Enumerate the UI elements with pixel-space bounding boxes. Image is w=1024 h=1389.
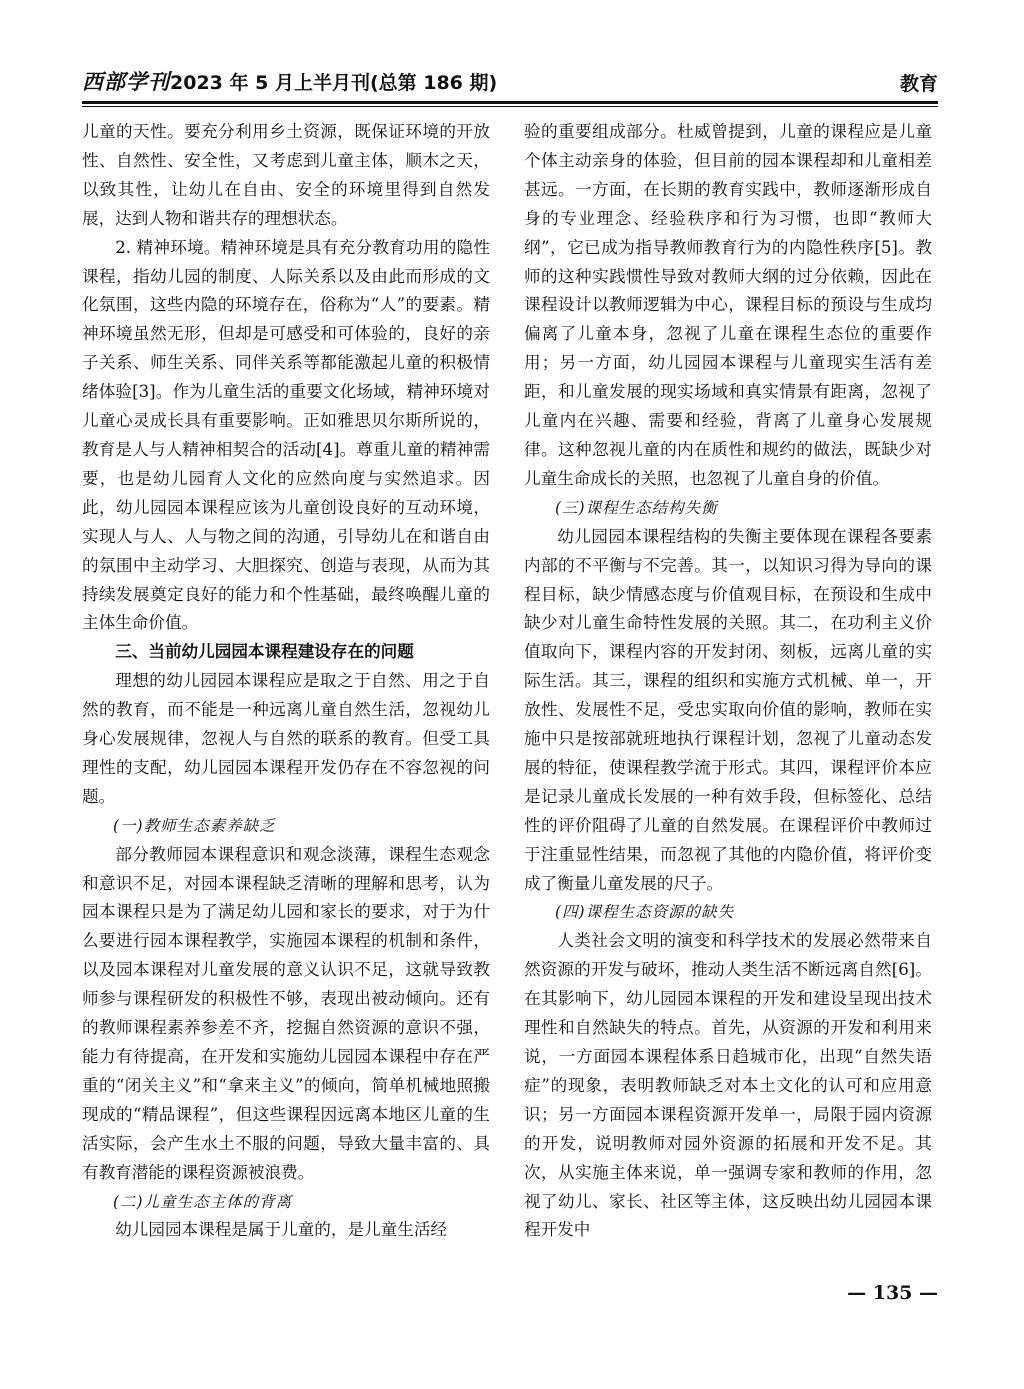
- subsection-heading: (一)教师生态素养缺乏: [113, 816, 276, 835]
- subsection-heading: (二)儿童生态主体的背离: [113, 1192, 293, 1211]
- paragraph: 幼儿园园本课程是属于儿童的，是儿童生活经: [115, 1220, 448, 1240]
- right-column: [524, 118, 932, 1268]
- paragraph: 儿童的天性。要充分利用乡土资源，既保证环境的开放性、自然性、安全性，又考虑到儿童主体，顺木之天，以致其性，让幼儿在自由、安全的环境里得到自然发展，达到人物和谐共存的理想状态。: [82, 122, 490, 228]
- paragraph: 理想的幼儿园园本课程应是取之于自然、用之于自然的教育，而不能是一种远离儿童自然生活，忽视幼儿身心发展规律，忽视人与自然的联系的教育。但受工具理性的支配，幼儿园园本课程开发仍存在不容忽视的问题。: [82, 671, 490, 806]
- section-heading: 三、当前幼儿园园本课程建设存在的问题: [115, 642, 414, 662]
- left-column: [82, 118, 490, 1268]
- paragraph: 验的重要组成部分。杜威曾提到，儿童的课程应是儿童个体主动亲身的体验，但目前的园本课程却和儿童相差甚远。一方面，在长期的教育实践中，教师逐渐形成自身的专业理念、经验秩序和行为习惯，也即“教师大纲”，它已成为指导教师教育行为的内隐性秩序[5]。教师的这种实践惯性导致对教师大纲的过分依赖，因此在课程设计以教师逻辑为中心，课程目标的预设与生成均偏离了儿童本身，忽视了儿童在课程生态位的重要作用；另一方面，幼儿园园本课程与儿童现实生活有差距，和儿童发展的现实场域和真实情景有距离，忽视了儿童内在兴趣、需要和经验，背离了儿童身心发展规律。这种忽视儿童的内在质性和规约的做法，既缺少对儿童生命成长的关照，也忽视了儿童自身的价值。: [524, 122, 932, 488]
- header-rule-thick: [82, 101, 938, 104]
- paragraph: 2. 精神环境。精神环境是具有充分教育功用的隐性课程，指幼儿园的制度、人际关系以及由此而形成的文化氛围，这些内隐的环境存在，俗称为“人”的要素。精神环境虽然无形，但却是可感受和可体验的，良好的亲子关系、师生关系、同伴关系等都能激起儿童的积极情绪体验[3]。作为儿童生活的重要文化场域，精神环境对儿童心灵成长具有重要影响。正如雅思贝尔斯所说的，教育是人与人精神相契合的活动[4]。尊重儿童的精神需要，也是幼儿园育人文化的应然向度与实然追求。因此，幼儿园园本课程应该为儿童创设良好的互动环境，实现人与人、人与物之间的沟通，引导幼儿在和谐自由的氛围中主动学习、大胆探究、创造与表现，从而为其持续发展奠定良好的能力和个性基础，最终唤醒儿童的主体生命价值。: [82, 237, 490, 633]
- header-rule-thin: [82, 106, 938, 107]
- subsection-heading: (四)课程生态资源的缺失: [555, 903, 735, 922]
- section-name: 教育: [899, 73, 938, 95]
- issue-info: 2023 年 5 月上半月刊(总第 186 期): [170, 72, 498, 94]
- paragraph: 部分教师园本课程意识和观念淡薄，课程生态观念和意识不足，对园本课程缺乏清晰的理解和思考，认为园本课程只是为了满足幼儿园和家长的要求，对于为什么要进行园本课程教学，实施园本课程的机制和条件，以及园本课程对儿童发展的意义认识不足，这就导致教师参与课程研发的积极性不够，表现出被动倾向。还有的教师课程素养参差不齐，挖掘自然资源的意识不强，能力有待提高，在开发和实施幼儿园园本课程中存在严重的“闭关主义”和“拿来主义”的倾向，简单机械地照搬现成的“精品课程”，但这些课程因远离本地区儿童的生活实际，会产生水土不服的问题，导致大量丰富的、具有教育潜能的课程资源被浪费。: [82, 844, 490, 1182]
- page-header: [82, 68, 938, 102]
- subsection-heading: (三)课程生态结构失衡: [555, 498, 718, 517]
- paragraph: 人类社会文明的演变和科学技术的发展必然带来自然资源的开发与破坏，推动人类生活不断远离自然[6]。在其影响下，幼儿园园本课程的开发和建设呈现出技术理性和自然缺失的特点。首先，从资源的开发和利用来说，一方面园本课程体系日趋城市化，出现“自然失语症”的现象，表明教师缺乏对本土文化的认可和应用意识；另一方面园本课程资源开发单一，局限于园内资源的开发，说明教师对园外资源的拓展和开发不足。其次，从实施主体来说，单一强调专家和教师的作用，忽视了幼儿、家长、社区等主体，这反映出幼儿园园本课程开发中: [524, 931, 932, 1240]
- header-left: [82, 66, 497, 96]
- journal-name: 西部学刊: [82, 69, 170, 94]
- page-number: — 135 —: [847, 1282, 938, 1304]
- paragraph: 幼儿园园本课程结构的失衡主要体现在课程各要素内部的不平衡与不完善。其一，以知识习得为导向的课程目标，缺少情感态度与价值观目标，在预设和生成中缺少对儿童生命特性发展的关照。其二，在功利主义价值取向下，课程内容的开发封闭、刻板，远离儿童的实际生活。其三，课程的组织和实施方式机械、单一，开放性、发展性不足，受忠实取向价值的影响，教师在实施中只是按部就班地执行课程计划，忽视了儿童动态发展的特征，使课程教学流于形式。其四，课程评价本应是记录儿童成长发展的一种有效手段，但标签化、总结性的评价阻碍了儿童的自然发展。在课程评价中教师过于注重显性结果，而忽视了其他的内隐价值，将评价变成了衡量儿童发展的尺子。: [524, 526, 932, 893]
